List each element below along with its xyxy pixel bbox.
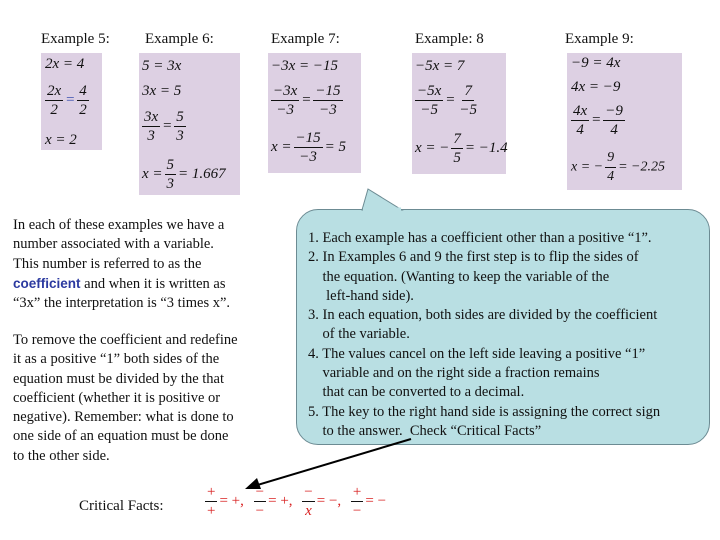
ex9-equation-3: $\frac{4x}{4}$ = $\frac{-9}{4}$ [573, 103, 623, 138]
callout-line: to the answer. Check “Critical Facts” [308, 422, 542, 439]
callout-line: the equation. (Wanting to keep the variable of the [308, 268, 610, 285]
ex6-equation-4: x = $\frac{5}{3}$ = 1.667 [142, 157, 226, 192]
callout-line: 5. The key to the right hand side is assigning the correct sign [308, 403, 661, 420]
callout-line: 2. In Examples 6 and 9 the first step is to flip the sides of [308, 249, 639, 266]
ex7-equation-2: $\frac{-3x}{-3}$ = $\frac{-15}{-3}$ [273, 83, 341, 118]
example-8-title: Example: 8 [415, 31, 484, 47]
explanation-paragraph-2: To remove the coefficient and redefine it as a positive “1” both sides of the equation must be divided by the that coefficient (whether it is positive or negative). Remember: what is done to one side of an equation must be done to the other side. [13, 332, 238, 464]
ex8-equation-2: $\frac{-5x}{-5}$ = $\frac{7}{-5}$ [417, 83, 478, 118]
critical-facts-rules: $\frac{+}{+}$ = +, $\frac{-}{-}$ = +, $\frac{-}{x}$ = −, $\frac{+}{-}$ = − [207, 484, 387, 519]
example-9-title: Example 9: [565, 31, 634, 47]
ex6-equation-1: 5 = 3x [142, 58, 182, 74]
ex5-equation-3: x = 2 [45, 132, 77, 148]
ex9-equation-2: 4x = −9 [571, 79, 621, 95]
callout-tail [340, 186, 410, 212]
ex6-equation-3: $\frac{3x}{3}$ = $\frac{5}{3}$ [144, 109, 184, 144]
ex5-equation-1: 2x = 4 [45, 56, 85, 72]
example-7-title: Example 7: [271, 31, 340, 47]
ex7-equation-3: x = $\frac{-15}{-3}$ = 5 [271, 130, 347, 165]
callout-line: 3. In each equation, both sides are divided by the coefficient [308, 307, 658, 324]
critical-facts-label: Critical Facts: [79, 498, 164, 514]
callout-line: that can be converted to a decimal. [308, 384, 525, 401]
example-6-title: Example 6: [145, 31, 214, 47]
ex6-equation-2: 3x = 5 [142, 83, 182, 99]
callout-line: of the variable. [308, 326, 410, 343]
callout-line: 1. Each example has a coefficient other than a positive “1”. [308, 230, 652, 246]
ex9-equation-4: x = − $\frac{9}{4}$ = −2.25 [571, 150, 666, 184]
ex8-equation-1: −5x = 7 [415, 58, 465, 74]
callout-line: 4. The values cancel on the left side leaving a positive “1” [308, 345, 646, 362]
ex5-equation-2: $\frac{2x}{2}$ = $\frac{4}{2}$ [47, 83, 87, 118]
callout-line: variable and on the right side a fraction remains [308, 365, 600, 382]
ex8-equation-3: x = − $\frac{7}{5}$ = −1.4 [415, 131, 508, 166]
explanation-paragraph-1: In each of these examples we have a number associated with a variable. This number is referred to as the coefficient and when it is written as “3x” the interpretation is “3 times x”. [13, 217, 231, 312]
coefficient-term: coefficient [13, 275, 81, 291]
ex7-equation-1: −3x = −15 [271, 58, 339, 74]
callout-list [308, 229, 660, 441]
ex9-equation-1: −9 = 4x [571, 55, 621, 71]
example-5-title: Example 5: [41, 31, 110, 47]
callout-line: left-hand side). [308, 287, 414, 304]
